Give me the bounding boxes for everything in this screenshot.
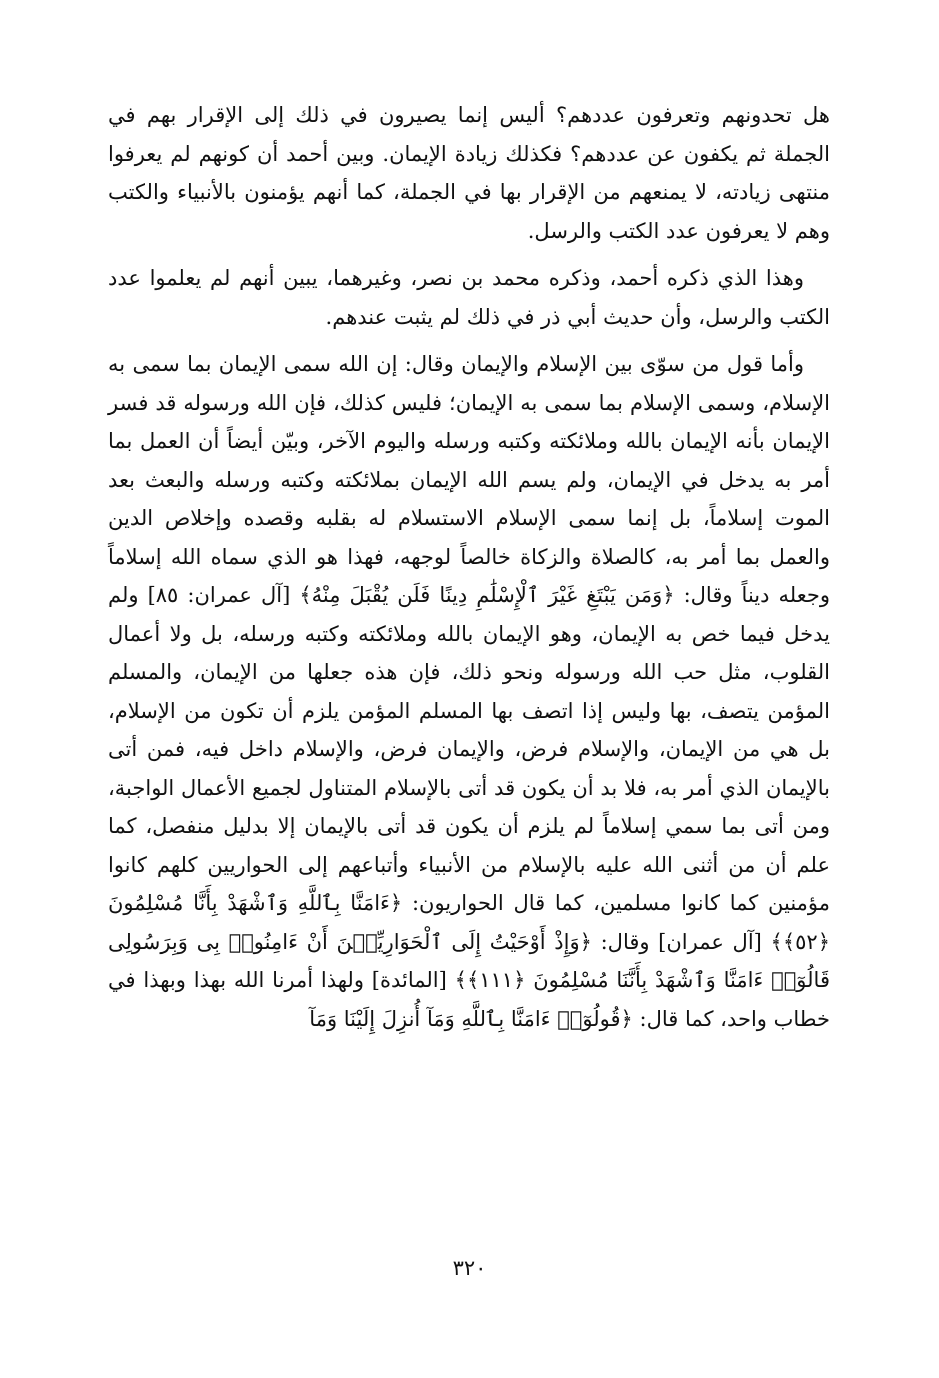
paragraph-1: هل تحدونهم وتعرفون عددهم؟ أليس إنما يصيرون في ذلك إلى الإقرار بهم في الجملة ثم يكفون عن عددهم؟ فكذلك زيادة الإيمان. وبين أحمد أن كونهم لم يعرفوا منتهى زيادته، لا يمنعهم من الإقرار بها في الجملة، كما أنهم يؤمنون بالأنبياء والكتب وهم لا يعرفون عدد الكتب والرسل. <box>108 103 830 243</box>
paragraph-2: وهذا الذي ذكره أحمد، وذكره محمد بن نصر، وغيرهما، يبين أنهم لم يعلموا عدد الكتب والرسل، وأن حديث أبي ذر في ذلك لم يثبت عندهم. <box>108 266 830 329</box>
body-text <box>108 96 830 1038</box>
paragraph-3: وأما قول من سوّى بين الإسلام والإيمان وقال: إن الله سمى الإيمان بما سمى به الإسلام، وسمى الإسلام بما سمى به الإيمان؛ فليس كذلك، فإن الله ورسوله قد فسر الإيمان بأنه الإيمان بالله وملائكته وكتبه ورسله واليوم الآخر، وبيّن أيضاً أن العمل بما أمر به يدخل في الإيمان، ولم يسم الله الإيمان بملائكته وكتبه ورسله والبعث بعد الموت إسلاماً، بل إنما سمى الإسلام الاستسلام له بقلبه وقصده وإخلاص الدين والعمل بما أمر به، كالصلاة والزكاة خالصاً لوجهه، فهذا هو الذي سماه الله إسلاماً وجعله ديناً وقال: ﴿وَمَن يَبْتَغِ غَيْرَ ٱلْإِسْلَٰمِ دِينًا فَلَن يُقْبَلَ مِنْهُ﴾ [آل عمران: ٨٥] ولم يدخل فيما خص به الإيمان، وهو الإيمان بالله وملائكته وكتبه ورسله، بل ولا أعمال القلوب، مثل حب الله ورسوله ونحو ذلك، فإن هذه جعلها من الإيمان، والمسلم المؤمن يتصف، بها وليس إذا اتصف بها المسلم المؤمن يلزم أن تكون من الإسلام، بل هي من الإيمان، والإسلام فرض، والإيمان فرض، والإسلام داخل فيه، فمن أتى بالإيمان الذي أمر به، فلا بد أن يكون قد أتى بالإسلام المتناول لجميع الأعمال الواجبة، ومن أتى بما سمي إسلاماً لم يلزم أن يكون قد أتى بالإيمان إلا بدليل منفصل، كما علم أن من أثنى الله عليه بالإسلام من الأنبياء وأتباعهم إلى الحواريين كلهم كانوا مؤمنين كما كانوا مسلمين، كما قال الحواريون: ﴿ءَامَنَّا بِٱللَّهِ وَٱشْهَدْ بِأَنَّا مُسْلِمُونَ ﴿٥٢﴾﴾ [آل عمران] وقال: ﴿وَإِذْ أَوْحَيْتُ إِلَى ٱلْحَوَارِيِّـۧنَ أَنْ ءَامِنُوا۟ بِى وَبِرَسُولِى قَالُوٓا۟ ءَامَنَّا وَٱشْهَدْ بِأَنَّنَا مُسْلِمُونَ ﴿١١١﴾﴾ [المائدة] ولهذا أمرنا الله بهذا وبهذا في خطاب واحد، كما قال: ﴿قُولُوٓا۟ ءَامَنَّا بِٱللَّهِ وَمَآ أُنزِلَ إِلَيْنَا وَمَآ <box>108 352 831 1031</box>
page-number: ٣٢٠ <box>452 1256 487 1280</box>
